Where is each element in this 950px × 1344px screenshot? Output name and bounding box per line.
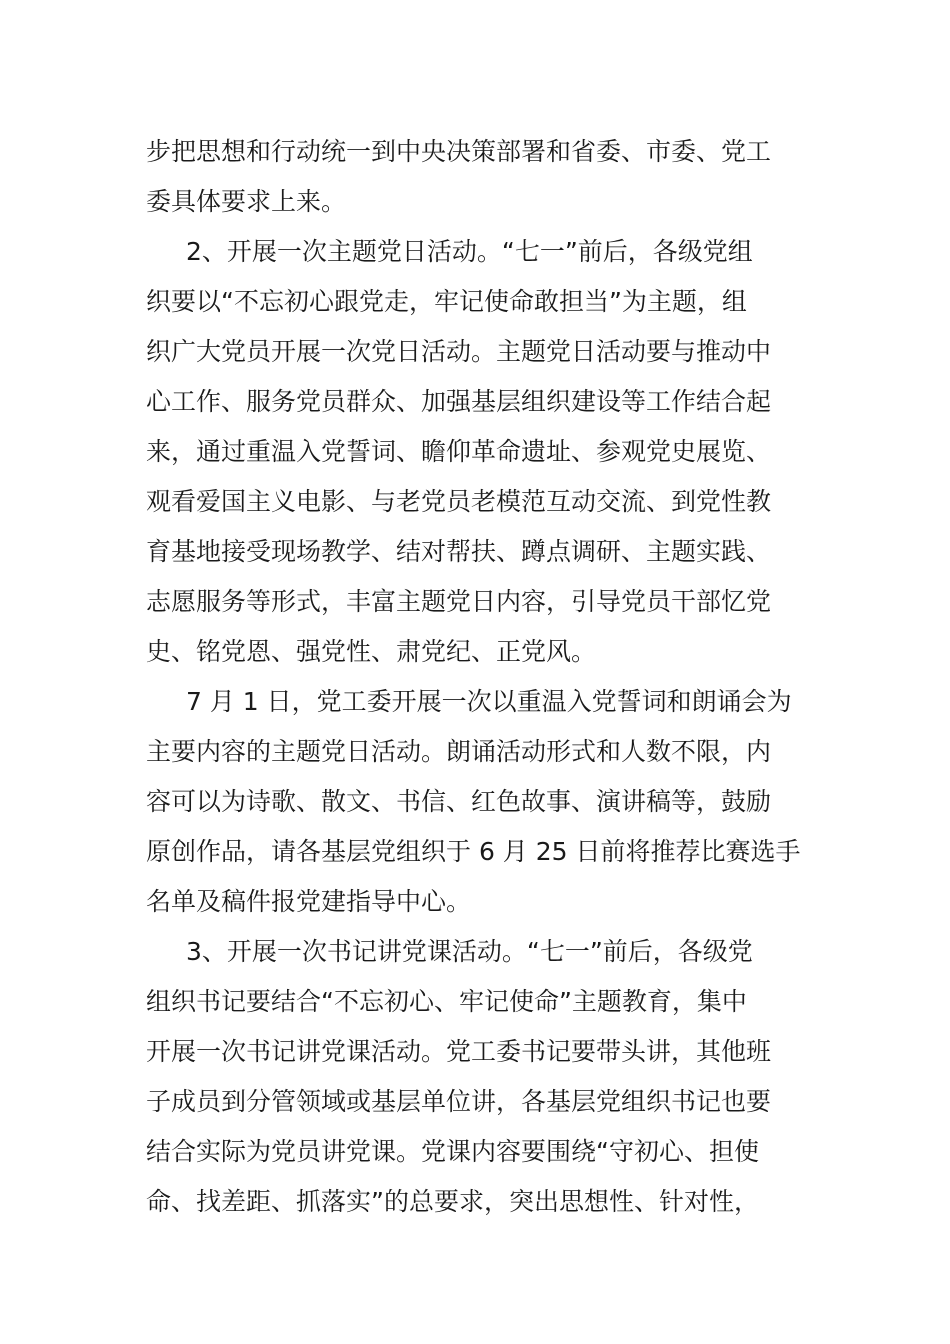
text-line-21: 结合实际为党员讲党课。党课内容要围绕“守初心、担使 <box>146 1137 759 1166</box>
text-line-8: 观看爱国主义电影、与老党员老模范互动交流、到党性教 <box>146 487 772 516</box>
text-line-18: 组织书记要结合“不忘初心、牢记使命”主题教育，集中 <box>146 987 747 1016</box>
text-line-16: 名单及稿件报党建指导中心。 <box>146 887 472 916</box>
text-line-19: 开展一次书记讲党课活动。党工委书记要带头讲，其他班 <box>146 1037 772 1066</box>
text-line-13: 主要内容的主题党日活动。朗诵活动形式和人数不限，内 <box>146 737 772 766</box>
text-line-6: 心工作、服务党员群众、加强基层组织建设等工作结合起 <box>146 387 772 416</box>
text-line-22: 命、找差距、抓落实”的总要求，突出思想性、针对性， <box>146 1187 759 1216</box>
text-line-9: 育基地接受现场教学、结对帮扶、蹲点调研、主题实践、 <box>146 537 772 566</box>
text-line-10: 志愿服务等形式，丰富主题党日内容，引导党员干部忆党 <box>146 587 772 616</box>
text-line-20: 子成员到分管领域或基层单位讲，各基层党组织书记也要 <box>146 1087 772 1116</box>
text-line-12: 7 月 1 日，党工委开展一次以重温入党誓词和朗诵会为 <box>186 687 792 716</box>
text-line-2: 委具体要求上来。 <box>146 187 347 216</box>
text-line-5: 织广大党员开展一次党日活动。主题党日活动要与推动中 <box>146 337 772 366</box>
text-line-1: 步把思想和行动统一到中央决策部署和省委、市委、党工 <box>146 137 772 166</box>
text-line-17: 3、开展一次书记讲党课活动。“七一”前后，各级党 <box>186 937 753 966</box>
text-line-7: 来，通过重温入党誓词、瞻仰革命遗址、参观党史展览、 <box>146 437 772 466</box>
text-line-3: 2、开展一次主题党日活动。“七一”前后，各级党组 <box>186 237 753 266</box>
text-line-4: 织要以“不忘初心跟党走，牢记使命敢担当”为主题，组 <box>146 287 747 316</box>
text-line-14: 容可以为诗歌、散文、书信、红色故事、演讲稿等，鼓励 <box>146 787 772 816</box>
text-line-11: 史、铭党恩、强党性、肃党纪、正党风。 <box>146 637 597 666</box>
text-line-15: 原创作品，请各基层党组织于 6 月 25 日前将推荐比赛选手 <box>146 837 801 866</box>
